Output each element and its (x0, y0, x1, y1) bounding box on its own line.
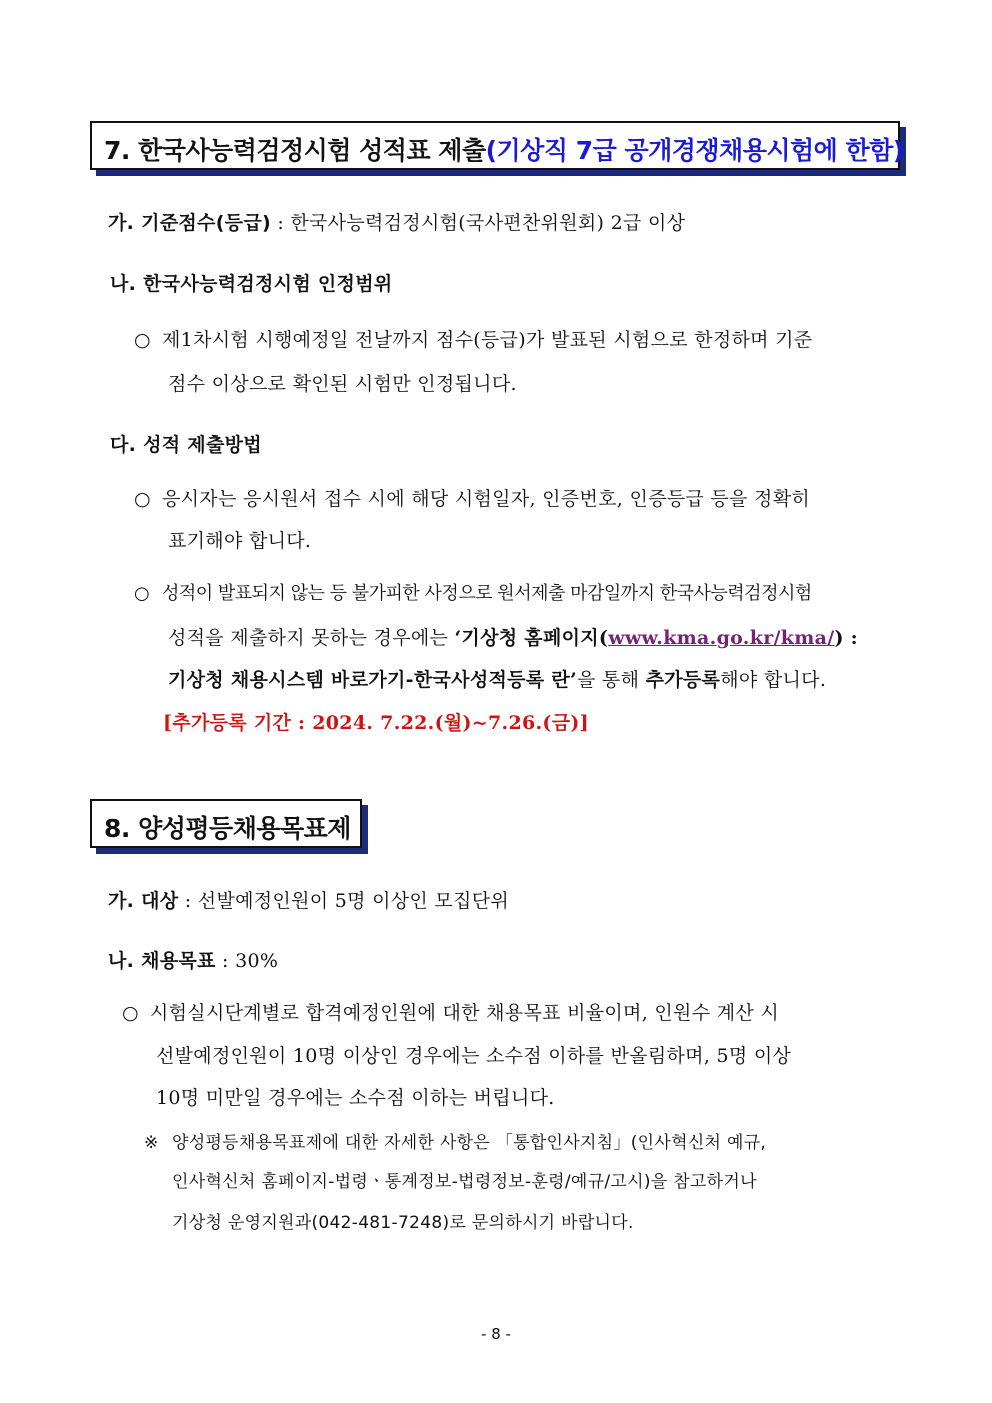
section-7-na-bullet (134, 325, 906, 352)
section-8-ga (108, 886, 509, 913)
section-8-bullet (122, 998, 779, 1025)
section-8-note-line1: 양성평등채용목표제에 대한 자세한 사항은 「통합인사지침」(인사혁신처 예규, (172, 1133, 767, 1153)
bullet-circle-icon: ○ (134, 329, 151, 351)
section-8-ga-sep: : (178, 890, 198, 912)
section-8-b-line3: 10명 미만일 경우에는 소수점 이하는 버립니다. (156, 1087, 555, 1109)
kma-homepage-link[interactable]: www.kma.go.kr/kma/ (608, 627, 835, 649)
page-number: - 8 - (481, 1325, 511, 1343)
section-8-na-sep: : (215, 950, 236, 972)
section-7-da-b1-line2: 표기해야 합니다. (168, 530, 312, 552)
section-7-da-b2-line3-d: 해야 합니다. (720, 669, 827, 691)
section-7-na-line1: 제1차시험 시행예정일 전날까지 점수(등급)가 발표된 시험으로 한정하며 기준 (162, 329, 813, 351)
section-7-ga-label: 가. 기준점수(등급) (108, 212, 271, 234)
section-7-da-b2-line3 (168, 665, 826, 692)
section-8-ga-text: 선발예정인원이 5명 이상인 모집단위 (197, 890, 510, 912)
section-7-da-b2-line3-b: 을 통해 (576, 669, 646, 691)
section-7-da-b2-line2-c: ) : (834, 627, 858, 649)
section-7-ga-sep: : (270, 212, 291, 234)
bullet-circle-icon: ○ (134, 488, 151, 510)
section-8-na-label: 나. 채용목표 (108, 950, 216, 972)
section-7-title-scope: (기상직 7급 공개경쟁채용시험에 한함) (485, 136, 904, 165)
section-7-da-b2-line3-c: 추가등록 (645, 669, 721, 691)
section-8-note-line3: 기상청 운영지원과(042-481-7248)로 문의하시기 바랍니다. (172, 1213, 634, 1233)
section-7-na-label: 나. 한국사능력검정시험 인정범위 (110, 273, 393, 295)
section-7-title (90, 121, 904, 170)
section-7-da-b2-line3-a: 기상청 채용시스템 바로가기-한국사성적등록 란’ (168, 669, 577, 691)
section-7-da-b2-line2-b: ‘기상청 홈페이지( (454, 627, 609, 649)
section-8-na-text: 30% (235, 950, 279, 972)
section-7-title-main: 7. 한국사능력검정시험 성적표 제출 (104, 136, 486, 165)
section-7-da-b2-line2 (168, 623, 858, 650)
section-7-ga (108, 208, 685, 235)
section-7-da-bullet-2 (134, 579, 812, 605)
section-8-note-line2: 인사혁신처 홈페이지-법령ㆍ통계정보-법령정보-훈령/예규/고시)을 참고하거나 (172, 1172, 757, 1192)
section-7-da-b2-line2-a: 성적을 제출하지 못하는 경우에는 (168, 627, 455, 649)
section-8-note (144, 1128, 766, 1153)
additional-registration-period: [추가등록 기간 : 2024. 7.22.(월)~7.26.(금)] (163, 712, 589, 734)
section-8-b-line1: 시험실시단계별로 합격예정인원에 대한 채용목표 비율이며, 인원수 계산 시 (150, 1002, 779, 1024)
section-7-ga-text: 한국사능력검정시험(국사편찬위원회) 2급 이상 (290, 212, 686, 234)
note-reference-icon: ※ (144, 1133, 159, 1153)
section-7-da-bullet-1 (134, 484, 810, 511)
section-8-na (108, 946, 278, 973)
bullet-circle-icon: ○ (134, 583, 150, 604)
section-8-b-line2: 선발예정인원이 10명 이상인 경우에는 소수점 이하를 반올림하며, 5명 이상 (156, 1045, 792, 1067)
section-7-da-b1-line1: 응시자는 응시원서 접수 시에 해당 시험일자, 인증번호, 인증등급 등을 정확히 (162, 488, 811, 510)
bullet-circle-icon: ○ (122, 1002, 139, 1024)
section-8-title: 8. 양성평등채용목표제 (90, 799, 362, 848)
section-7-da-label: 다. 성적 제출방법 (110, 434, 262, 456)
section-7-na-line2: 점수 이상으로 확인된 시험만 인정됩니다. (168, 373, 517, 395)
section-7-da-b2-line1: 성적이 발표되지 않는 등 불가피한 사정으로 원서제출 마감일까지 한국사능력검정시험 (162, 583, 812, 604)
section-8-ga-label: 가. 대상 (108, 890, 179, 912)
